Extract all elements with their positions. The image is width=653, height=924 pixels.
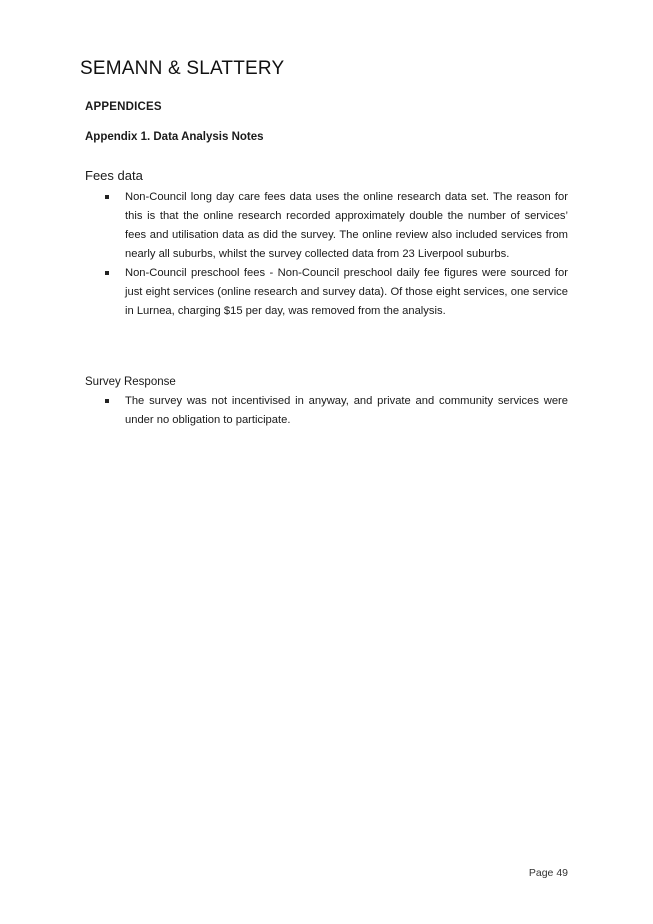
list-item-text: The survey was not incentivised in anyway, and private and community services were under no obligation to participate. xyxy=(125,395,568,426)
company-logo: SEMANN & SLATTERY xyxy=(80,58,285,79)
page-number: Page 49 xyxy=(528,867,568,879)
survey-bullet-list xyxy=(85,392,568,430)
heading-fees-data: Fees data xyxy=(85,168,143,183)
list-item-text: Non-Council long day care fees data uses the online research data set. The reason for this is that the online research recorded approximately double the number of services’ fees and utilisation data as did the survey. The online review also included services from nearly all suburbs, whilst the survey collected data from 23 Liverpool suburbs. xyxy=(125,191,568,260)
square-bullet-icon xyxy=(105,399,109,403)
square-bullet-icon xyxy=(105,271,109,275)
fees-bullet-list xyxy=(85,188,568,321)
list-item xyxy=(85,392,568,430)
subsection-heading-appendix-1: Appendix 1. Data Analysis Notes xyxy=(85,131,264,143)
list-item xyxy=(85,264,568,321)
list-item xyxy=(85,188,568,264)
list-item-text: Non-Council preschool fees - Non-Council preschool daily fee figures were sourced for just eight services (online research and survey data). Of those eight services, one service in Lurnea, charging $15 per day, was removed from the analysis. xyxy=(125,267,568,317)
square-bullet-icon xyxy=(105,195,109,199)
heading-survey-response: Survey Response xyxy=(85,376,176,388)
section-heading-appendices: APPENDICES xyxy=(85,101,162,113)
